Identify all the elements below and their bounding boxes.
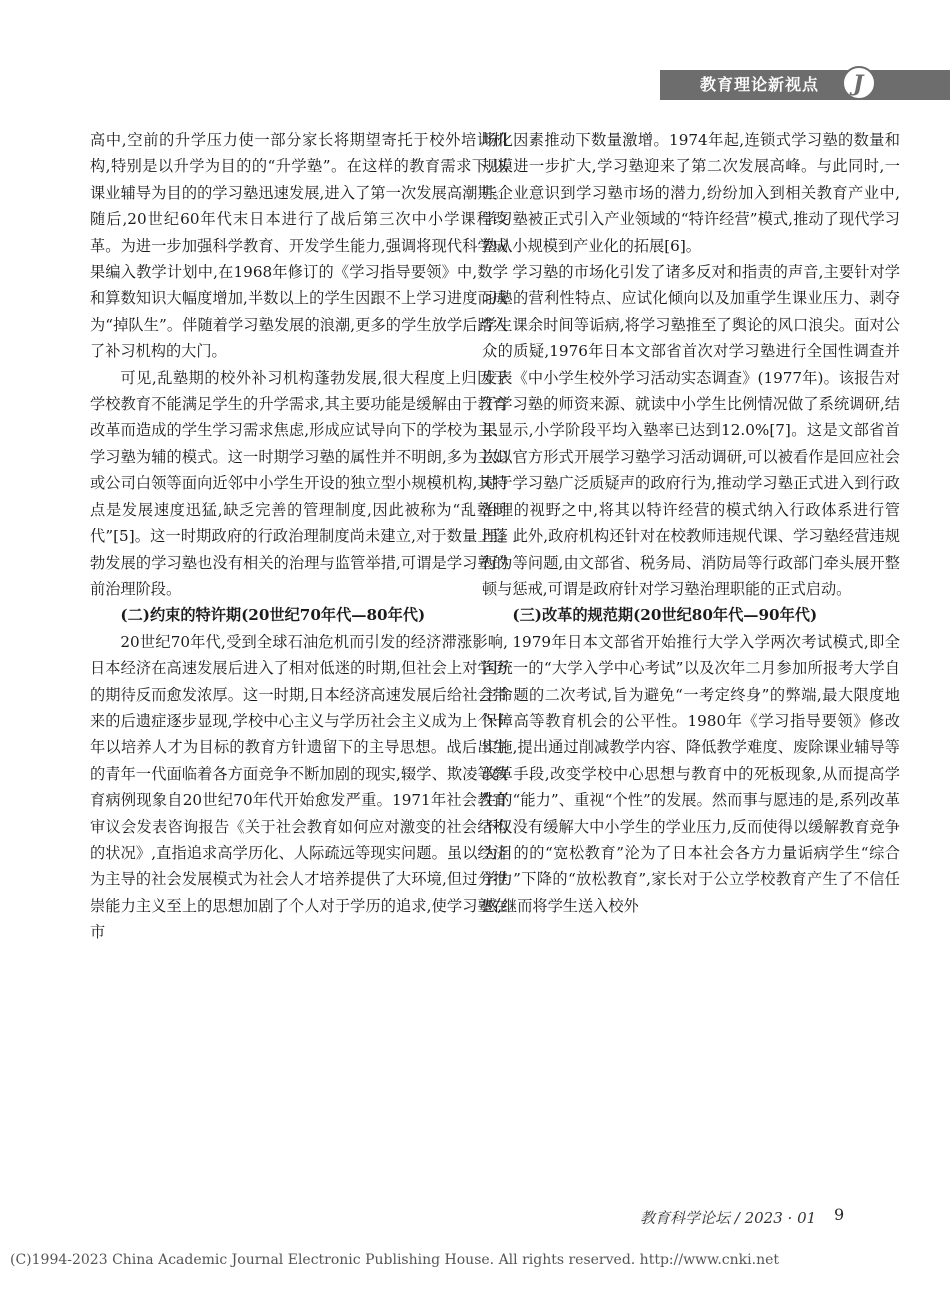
copyright-line: (C)1994-2023 China Academic Journal Electronic Publishing House. All rights reserved. http://www.cnki.net [10, 1252, 780, 1268]
paragraph: 学习塾的市场化引发了诸多反对和指责的声音,主要针对学习塾的营利性特点、应试化倾向以及加重学生课业压力、剥夺学生课余时间等诟病,将学习塾推至了舆论的风口浪尖。面对公众的质疑,1976年日本文部省首次对学习塾进行全国性调查并发表《中小学生校外学习活动实态调查》(1977年)。该报告对于学习塾的师资来源、就读中小学生比例情况做了系统调研,结果显示,小学阶段平均入塾率已达到12.0%[7]。这是文部省首次以官方形式开展学习塾学习活动调研,可以被看作是回应社会对于学习塾广泛质疑声的政府行为,推动学习塾正式进入到行政治理的视野之中,将其以特许经营的模式纳入行政体系进行管理。此外,政府机构还针对在校教师违规代课、学习塾经营违规行为等问题,由文部省、税务局、消防局等行政部门牵头展开整顿与惩戒,可谓是政府针对学习塾治理职能的正式启动。 [482, 263, 900, 598]
section-heading: (二)约束的特许期(20世纪70年代—80年代) [120, 606, 426, 625]
journal-section-title: 教育理论新视点 [700, 75, 820, 94]
paragraph: 20世纪70年代,受到全球石油危机而引发的经济滞涨影响,日本经济在高速发展后进入了相对低迷的时期,但社会上对学历的期待反而愈发浓厚。这一时期,日本经济高速发展后给社会带来的后遗症逐步显现,学校中心主义与学历社会主义成为上个十年以培养人才为目标的教育方针遗留下的主导思想。战后出生的青年一代面临着各方面竞争不断加剧的现实,辍学、欺凌等教育病例现象自20世纪70年代开始愈发严重。1971年社会教育审议会发表咨询报告《关于社会教育如何应对激变的社会结构的状况》,直指追求高学历化、人际疏远等现实问题。虽以经济为主导的社会发展模式为社会人才培养提供了大环境,但过分推崇能力主义至上的思想加剧了个人对于学历的追求,使学习塾在市 [90, 632, 508, 942]
right-column [482, 127, 900, 919]
section-heading: (三)改革的规范期(20世纪80年代—90年代) [512, 606, 818, 625]
paragraph: 可见,乱塾期的校外补习机构蓬勃发展,很大程度上归因于学校教育不能满足学生的升学需求,其主要功能是缓解由于教育改革而造成的学生学习需求焦虑,形成应试导向下的学校为主、学习塾为辅的模式。这一时期学习塾的属性并不明朗,多为主妇或公司白领等面向近邻中小学生开设的独立型小规模机构,其特点是发展速度迅猛,缺乏完善的管理制度,因此被称为“乱塾时代”[5]。这一时期政府的行政治理制度尚未建立,对于数量上蓬勃发展的学习塾也没有相关的治理与监管举措,可谓是学习塾的前治理阶段。 [90, 368, 508, 598]
paragraph: 1979年日本文部省开始推行大学入学两次考试模式,即全国统一的“大学入学中心考试”以及次年二月参加所报考大学自主命题的二次考试,旨为避免“一考定终身”的弊端,最大限度地保障高等教育机会的公平性。1980年《学习指导要领》修改实施,提出通过削减教学内容、降低教学难度、废除课业辅导等改革手段,改变学校中心思想与教育中的死板现象,从而提高学生的“能力”、重视“个性”的发展。然而事与愿违的是,系列改革不仅没有缓解大中小学生的学业压力,反而使得以缓解教育竞争为目的的“宽松教育”沦为了日本社会各方力量诟病学生“综合学力”下降的“放松教育”,家长对于公立学校教育产生了不信任感,继而将学生送入校外 [482, 632, 900, 915]
left-column [90, 127, 508, 946]
paragraph: 高中,空前的升学压力使一部分家长将期望寄托于校外培训机构,特别是以升学为目的的“升学塾”。在这样的教育需求下,以课业辅导为目的的学习塾迅速发展,进入了第一次发展高潮期。随后,20世纪60年代末日本进行了战后第三次中小学课程改革。为进一步加强科学教育、开发学生能力,强调将现代科学成果编入教学计划中,在1968年修订的《学习指导要领》中,数学和算数知识大幅度增加,半数以上的学生因跟不上学习进度而成为“掉队生”。伴随着学习塾发展的浪潮,更多的学生放学后踏入了补习机构的大门。 [90, 131, 508, 361]
logo-letter-icon [844, 68, 874, 98]
paragraph: 场化因素推动下数量激增。1974年起,连锁式学习塾的数量和规模进一步扩大,学习塾迎来了第二次发展高峰。与此同时,一些企业意识到学习塾市场的潜力,纷纷加入到相关教育产业中,学习塾被正式引入产业领域的“特许经营”模式,推动了现代学习塾从小规模到产业化的拓展[6]。 [482, 131, 900, 255]
page-number: 9 [834, 1205, 845, 1224]
journal-logo-icon [842, 66, 876, 100]
footer-journal-name: 教育科学论坛 / 2023 · 01 [640, 1209, 817, 1227]
svg-text:J: J [853, 71, 864, 97]
